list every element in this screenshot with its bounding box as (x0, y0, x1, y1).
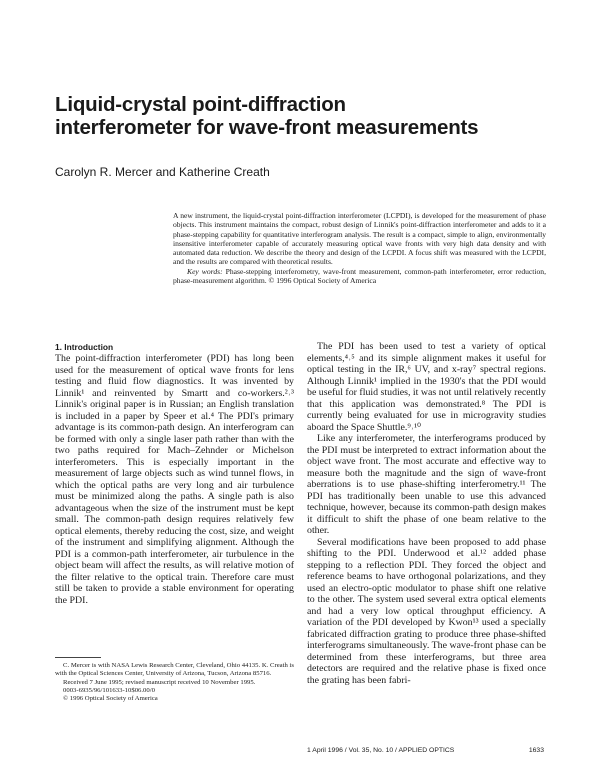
right-column (307, 341, 546, 686)
page-footer (307, 747, 544, 754)
footnote-affiliations: C. Mercer is with NASA Lewis Research Center, Cleveland, Ohio 44135. K. Creath is with the Optical Sciences Center, University of Arizona, Tucson, Arizona 85716. (55, 662, 294, 678)
keywords-text: Phase-stepping interferometry, wave-front measurement, common-path interferometer, error reduction, phase-measurement algorithm. (173, 266, 547, 286)
right-paragraph-1: The PDI has been used to test a variety of optical elements,⁴˒⁵ and its simple alignment makes it useful for optical testing in the IR,⁶ UV, and x-ray⁷ spectral regions. Although Linnik¹ implied in the 1930's that the PDI would be useful for fluid studies, it was not until relatively recently that this application was demonstrated.⁸ The PDI is currently being evaluated for use in microgravity studies aboard the Space Shuttle.⁹˒¹⁰ (307, 341, 546, 433)
authors: Carolyn R. Mercer and Katherine Creath (55, 165, 270, 179)
right-paragraph-2: Like any interferometer, the interferograms produced by the PDI must be interpreted to extract information about the object wave front. The most accurate and effective way to measure both the magnitude and the sign of wave-front aberrations is to use phase-shifting interferometry.¹¹ The PDI has traditionally been unable to use this advanced technique, however, because its common-path design makes it difficult to shift the phase of one beam relative to the other. (307, 433, 546, 536)
left-paragraph-1: The point-diffraction interferometer (PDI) has long been used for the measurement of optical wave fronts for lens testing and fluid flow diagnostics. It was invented by Linnik¹ and reinvented by Smartt and co-workers.²˒³ Linnik's original paper is in Russian; an English translation is included in a paper by Speer et al.⁴ The PDI's primary advantage is its common-path design. An interferogram can be formed with only a single laser path rather than with the two paths required for Mach–Zehnder or Michelson interferometers. This is especially important in the measurement of large objects such as wind tunnel flows, in which the optical paths are very long and air turbulence must be minimized along the paths. A single path is also advantageous when the size of the instrument must be kept small. The common-path design requires relatively few optical elements, thereby reducing the cost, size, and weight of the instrument and simplifying alignment. Although the PDI is a common-path interferometer, air turbulence in the object beam will affect the results, as will relative motion of the filter relative to the optical train. Therefore care must still be taken to provide a stable environment for operating the PDI. (55, 353, 294, 606)
footnote-divider (55, 657, 101, 658)
footer-citation: 1 April 1996 / Vol. 35, No. 10 / APPLIED OPTICS (307, 747, 455, 754)
abstract (173, 211, 546, 285)
footnote-issn: 0003-6935/96/101633-10$06.00/0 (63, 686, 155, 694)
footnote-received: Received 7 June 1995; revised manuscript received 10 November 1995. (63, 678, 256, 686)
abstract-copyright: © 1996 Optical Society of America (268, 276, 377, 286)
footnote-copyright: © 1996 Optical Society of America (63, 695, 158, 703)
keywords-label: Key words: (187, 266, 223, 276)
title-line-2: interferometer for wave-front measurements (55, 116, 479, 139)
footnotes (55, 662, 294, 703)
abstract-text: A new instrument, the liquid-crystal point-diffraction interferometer (LCPDI), is developed for the measurement of phase objects. This instrument maintains the compact, robust design of Linnik's point-diffraction interferometer and adds to it a phase-stepping capability for quantitative interferogram analysis. The result is a compact, simple to align, environmentally insensitive interferometer capable of accurately measuring optical wave fronts with very high data density and with automated data reduction. We describe the theory and design of the LCPDI. A focus shift was measured with the LCPDI, and the results are compared with theoretical results. (173, 211, 546, 267)
page-number: 1633 (528, 747, 544, 754)
paper-title (55, 93, 555, 139)
keywords (173, 267, 546, 286)
title-line-1: Liquid-crystal point-diffraction (55, 93, 346, 116)
left-column (55, 342, 294, 606)
right-paragraph-3: Several modifications have been proposed to add phase shifting to the PDI. Underwood et al.¹² added phase stepping to a reflection PDI. They forced the object and reference beams to have orthogonal polarizations, and they used an electro-optic modulator to phase shift one relative to the other. The system used several extra optical elements and had a very low optical throughput efficiency. A variation of the PDI developed by Kwon¹³ used a specially fabricated diffraction grating to produce three phase-shifted interferograms simultaneously. The wave-front phase can be determined from these interferograms, but three area detectors are required and the relative phase is fixed once the grating has been fabri- (307, 536, 546, 686)
section-heading-introduction: 1. Introduction (55, 342, 114, 352)
